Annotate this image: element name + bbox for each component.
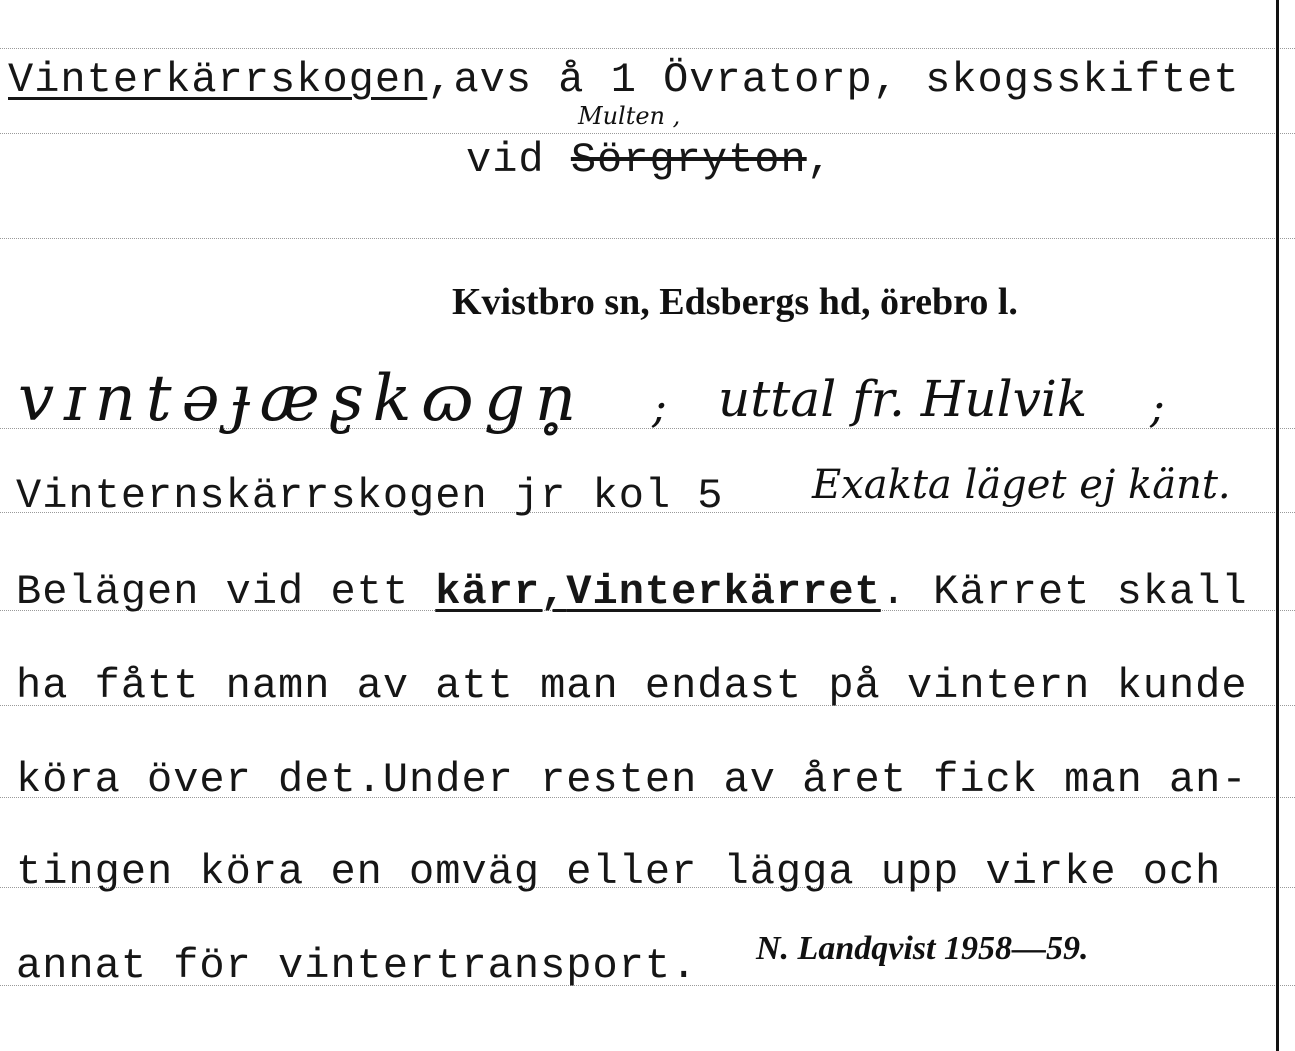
kärr-word: kärr, [435, 568, 567, 616]
ruled-line [0, 238, 1295, 239]
handwritten-correction: Multen , [578, 102, 681, 130]
line2-suffix: , [806, 136, 833, 184]
phonetic-separator: ; [652, 382, 667, 433]
line2-prefix: vid [466, 136, 545, 184]
struck-place-name: Sörgryton [570, 136, 807, 184]
headline-rest: ,avs å 1 Övratorp, skogsskiftet [427, 56, 1240, 104]
ruled-line [0, 48, 1295, 49]
handwritten-note: Exakta läget ej känt. [812, 462, 1231, 508]
body-line-3: köra över det.Under resten av året fick man an- [16, 756, 1248, 804]
vinterkarret-word: Vinterkärret [566, 568, 881, 616]
body-text: Belägen vid ett [16, 568, 436, 616]
body-line-5: annat för vintertransport. [16, 942, 698, 990]
body-text: . Kärret skall [880, 568, 1248, 616]
phonetic-transcription: vɪntəɟæʂkɷgn̥ [18, 362, 587, 436]
signature: N. Landqvist 1958—59. [756, 930, 1089, 967]
body-line-2: ha fått namn av att man endast på vintern kunde [16, 662, 1248, 710]
headword: Vinterkärrskogen [8, 56, 428, 104]
variant-line: Vinternskärrskogen jr kol 5 [16, 472, 724, 520]
body-line-1 [16, 568, 1248, 616]
headline [8, 56, 1240, 104]
body-line-4: tingen köra en omväg eller lägga upp virke och [16, 848, 1222, 896]
headline-line-2 [466, 136, 833, 184]
card-edge [1276, 0, 1279, 1051]
ruled-line [0, 133, 1295, 134]
pronunciation-separator: ; [1150, 382, 1165, 433]
location-stamp: Kvistbro sn, Edsbergs hd, örebro l. [452, 281, 1018, 323]
pronunciation-note: uttal fr. Hulvik [718, 370, 1088, 428]
